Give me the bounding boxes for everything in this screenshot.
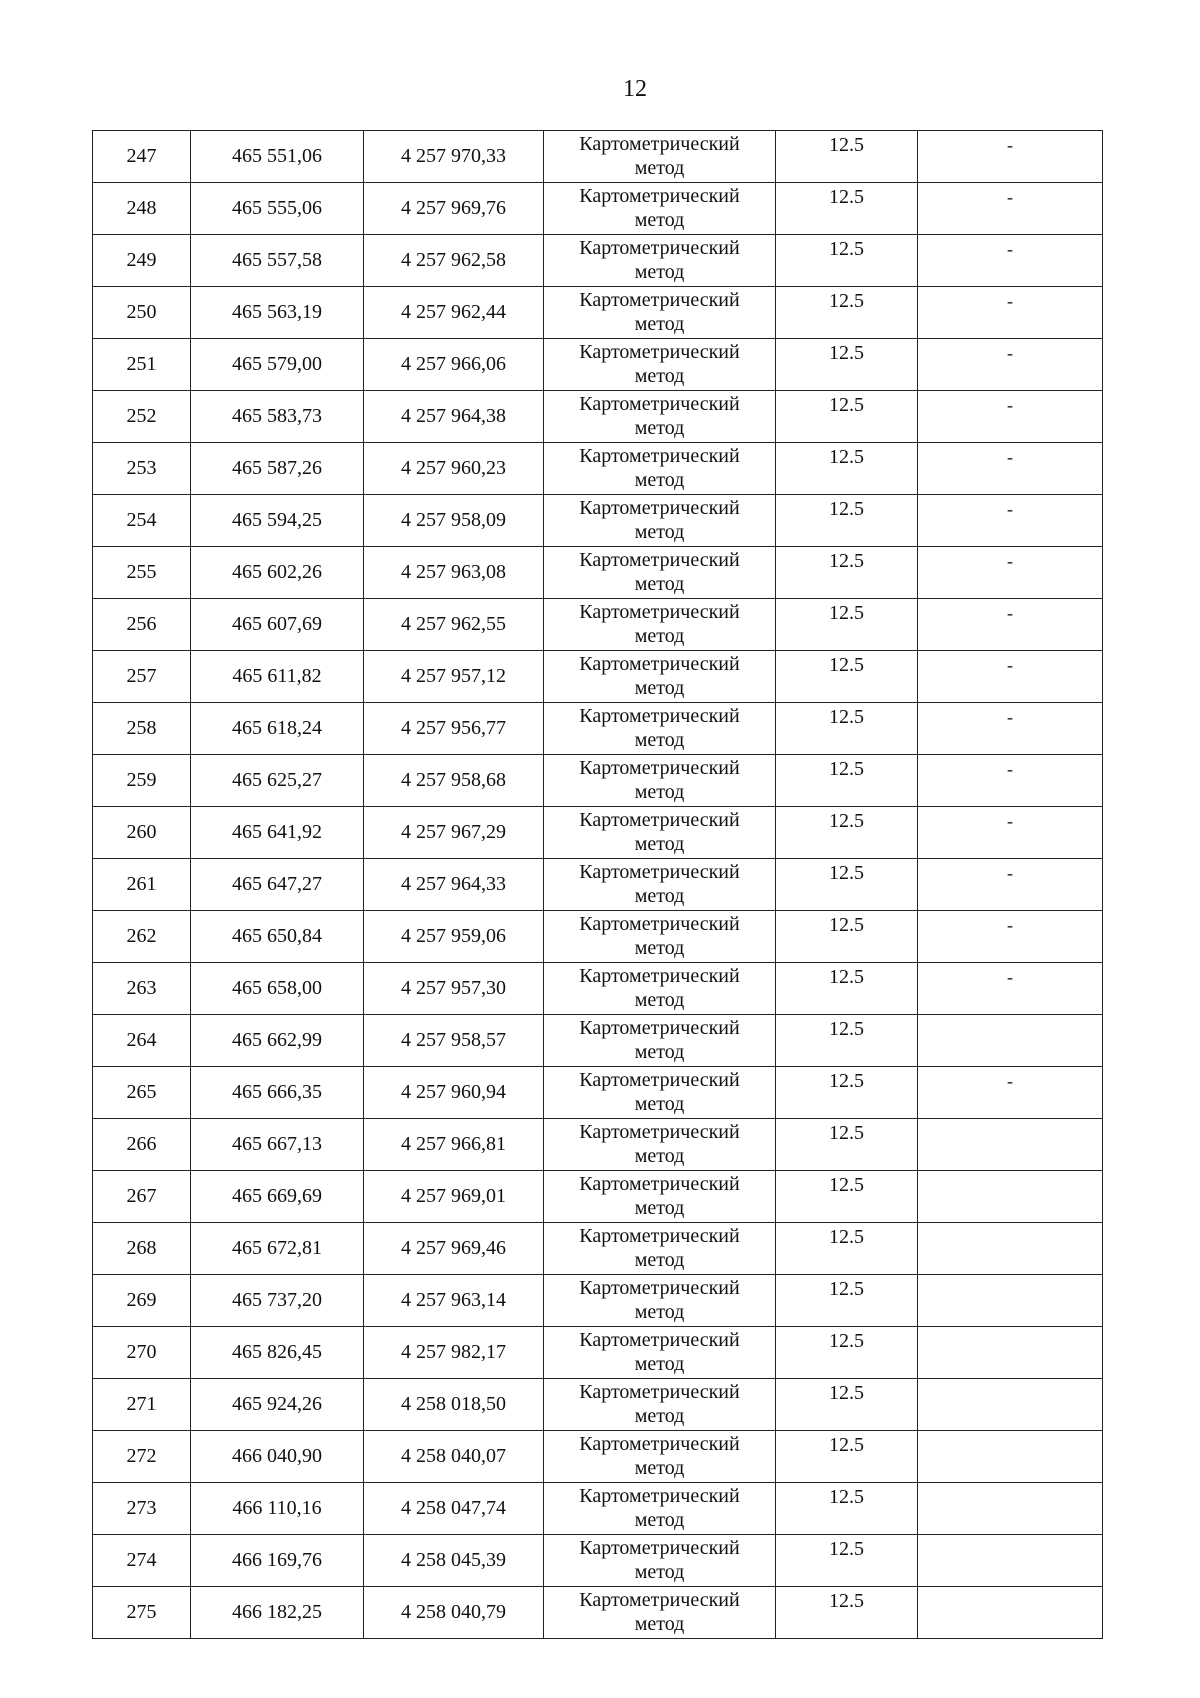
- method-cell: [544, 599, 776, 651]
- table-row: [93, 963, 1103, 1015]
- point-number-cell: 249: [93, 235, 191, 287]
- method-text-line: метод: [634, 625, 685, 647]
- x-coordinate-cell: 465 647,27: [191, 859, 364, 911]
- method-text-line: Картометрический: [579, 913, 740, 935]
- table-row: [93, 1015, 1103, 1067]
- x-coordinate-cell: 465 667,13: [191, 1119, 364, 1171]
- y-coordinate-cell: 4 257 957,30: [364, 963, 544, 1015]
- y-coordinate-cell: 4 257 966,06: [364, 339, 544, 391]
- method-text-line: метод: [634, 1093, 685, 1115]
- table-row: [93, 1327, 1103, 1379]
- y-coordinate-cell: 4 257 959,06: [364, 911, 544, 963]
- point-number-cell: 267: [93, 1171, 191, 1223]
- method-text-line: Картометрический: [579, 705, 740, 727]
- y-coordinate-cell: 4 257 964,38: [364, 391, 544, 443]
- table-row: [93, 235, 1103, 287]
- accuracy-cell: 12.5: [776, 235, 918, 287]
- note-cell: [918, 1275, 1103, 1327]
- note-cell: [918, 1327, 1103, 1379]
- method-text-line: метод: [634, 1457, 685, 1479]
- method-text-line: Картометрический: [579, 1433, 740, 1455]
- accuracy-cell: 12.5: [776, 1379, 918, 1431]
- method-text-line: метод: [634, 1561, 685, 1583]
- point-number-cell: 273: [93, 1483, 191, 1535]
- point-number-cell: 261: [93, 859, 191, 911]
- point-number-cell: 268: [93, 1223, 191, 1275]
- note-cell: -: [918, 547, 1103, 599]
- method-text-line: Картометрический: [579, 861, 740, 883]
- point-number-cell: 259: [93, 755, 191, 807]
- method-cell: [544, 911, 776, 963]
- method-cell: [544, 495, 776, 547]
- method-text-line: Картометрический: [579, 445, 740, 467]
- accuracy-cell: 12.5: [776, 1275, 918, 1327]
- x-coordinate-cell: 465 611,82: [191, 651, 364, 703]
- point-number-cell: 248: [93, 183, 191, 235]
- method-text-line: Картометрический: [579, 809, 740, 831]
- point-number-cell: 272: [93, 1431, 191, 1483]
- note-cell: -: [918, 235, 1103, 287]
- method-text-line: Картометрический: [579, 1381, 740, 1403]
- table-row: [93, 1587, 1103, 1639]
- point-number-cell: 258: [93, 703, 191, 755]
- note-cell: -: [918, 391, 1103, 443]
- method-text-line: метод: [634, 1301, 685, 1323]
- table-row: [93, 599, 1103, 651]
- point-number-cell: 254: [93, 495, 191, 547]
- method-text-line: Картометрический: [579, 1121, 740, 1143]
- table-row: [93, 131, 1103, 183]
- method-cell: [544, 1483, 776, 1535]
- point-number-cell: 257: [93, 651, 191, 703]
- method-cell: [544, 287, 776, 339]
- accuracy-cell: 12.5: [776, 1067, 918, 1119]
- accuracy-cell: 12.5: [776, 1119, 918, 1171]
- accuracy-cell: 12.5: [776, 495, 918, 547]
- accuracy-cell: 12.5: [776, 391, 918, 443]
- method-text-line: метод: [634, 1353, 685, 1375]
- note-cell: -: [918, 755, 1103, 807]
- method-cell: [544, 807, 776, 859]
- method-text-line: Картометрический: [579, 1277, 740, 1299]
- method-text-line: метод: [634, 469, 685, 491]
- method-text-line: Картометрический: [579, 1485, 740, 1507]
- accuracy-cell: 12.5: [776, 1327, 918, 1379]
- note-cell: -: [918, 287, 1103, 339]
- method-cell: [544, 1431, 776, 1483]
- accuracy-cell: 12.5: [776, 287, 918, 339]
- method-cell: [544, 183, 776, 235]
- method-cell: [544, 443, 776, 495]
- accuracy-cell: 12.5: [776, 807, 918, 859]
- accuracy-cell: 12.5: [776, 1223, 918, 1275]
- method-text-line: Картометрический: [579, 1173, 740, 1195]
- method-text-line: метод: [634, 157, 685, 179]
- accuracy-cell: 12.5: [776, 1535, 918, 1587]
- method-text-line: Картометрический: [579, 341, 740, 363]
- y-coordinate-cell: 4 257 958,57: [364, 1015, 544, 1067]
- accuracy-cell: 12.5: [776, 443, 918, 495]
- method-cell: [544, 859, 776, 911]
- point-number-cell: 275: [93, 1587, 191, 1639]
- note-cell: -: [918, 1067, 1103, 1119]
- note-cell: [918, 1171, 1103, 1223]
- y-coordinate-cell: 4 257 958,68: [364, 755, 544, 807]
- table-row: [93, 651, 1103, 703]
- y-coordinate-cell: 4 257 957,12: [364, 651, 544, 703]
- table-row: [93, 1275, 1103, 1327]
- x-coordinate-cell: 465 555,06: [191, 183, 364, 235]
- point-number-cell: 252: [93, 391, 191, 443]
- method-text-line: метод: [634, 261, 685, 283]
- page-number: 12: [623, 76, 647, 102]
- y-coordinate-cell: 4 257 958,09: [364, 495, 544, 547]
- x-coordinate-cell: 465 658,00: [191, 963, 364, 1015]
- table-row: [93, 755, 1103, 807]
- point-number-cell: 271: [93, 1379, 191, 1431]
- method-text-line: метод: [634, 989, 685, 1011]
- method-text-line: метод: [634, 1249, 685, 1271]
- x-coordinate-cell: 466 169,76: [191, 1535, 364, 1587]
- table-row: [93, 807, 1103, 859]
- method-cell: [544, 1379, 776, 1431]
- method-cell: [544, 1535, 776, 1587]
- y-coordinate-cell: 4 257 970,33: [364, 131, 544, 183]
- x-coordinate-cell: 465 607,69: [191, 599, 364, 651]
- note-cell: -: [918, 911, 1103, 963]
- method-text-line: Картометрический: [579, 185, 740, 207]
- accuracy-cell: 12.5: [776, 547, 918, 599]
- table-row: [93, 339, 1103, 391]
- method-text-line: Картометрический: [579, 601, 740, 623]
- method-cell: [544, 703, 776, 755]
- point-number-cell: 260: [93, 807, 191, 859]
- table-row: [93, 703, 1103, 755]
- point-number-cell: 264: [93, 1015, 191, 1067]
- method-text-line: метод: [634, 1613, 685, 1635]
- y-coordinate-cell: 4 257 962,44: [364, 287, 544, 339]
- accuracy-cell: 12.5: [776, 131, 918, 183]
- method-text-line: Картометрический: [579, 1589, 740, 1611]
- method-text-line: метод: [634, 677, 685, 699]
- y-coordinate-cell: 4 257 962,55: [364, 599, 544, 651]
- table-row: [93, 183, 1103, 235]
- x-coordinate-cell: 465 641,92: [191, 807, 364, 859]
- method-text-line: метод: [634, 729, 685, 751]
- point-number-cell: 274: [93, 1535, 191, 1587]
- method-text-line: Картометрический: [579, 1537, 740, 1559]
- x-coordinate-cell: 465 826,45: [191, 1327, 364, 1379]
- y-coordinate-cell: 4 258 045,39: [364, 1535, 544, 1587]
- note-cell: [918, 1483, 1103, 1535]
- method-text-line: Картометрический: [579, 965, 740, 987]
- method-text-line: Картометрический: [579, 497, 740, 519]
- method-text-line: метод: [634, 573, 685, 595]
- x-coordinate-cell: 465 583,73: [191, 391, 364, 443]
- point-number-cell: 265: [93, 1067, 191, 1119]
- note-cell: -: [918, 495, 1103, 547]
- accuracy-cell: 12.5: [776, 1015, 918, 1067]
- method-text-line: метод: [634, 1145, 685, 1167]
- method-text-line: метод: [634, 1405, 685, 1427]
- table-row: [93, 547, 1103, 599]
- table-row: [93, 1483, 1103, 1535]
- method-text-line: Картометрический: [579, 549, 740, 571]
- y-coordinate-cell: 4 257 963,14: [364, 1275, 544, 1327]
- y-coordinate-cell: 4 257 963,08: [364, 547, 544, 599]
- y-coordinate-cell: 4 257 966,81: [364, 1119, 544, 1171]
- point-number-cell: 255: [93, 547, 191, 599]
- accuracy-cell: 12.5: [776, 1483, 918, 1535]
- method-text-line: Картометрический: [579, 757, 740, 779]
- method-text-line: Картометрический: [579, 1225, 740, 1247]
- x-coordinate-cell: 465 625,27: [191, 755, 364, 807]
- method-text-line: метод: [634, 1041, 685, 1063]
- point-number-cell: 262: [93, 911, 191, 963]
- accuracy-cell: 12.5: [776, 703, 918, 755]
- method-cell: [544, 131, 776, 183]
- x-coordinate-cell: 465 737,20: [191, 1275, 364, 1327]
- y-coordinate-cell: 4 257 969,01: [364, 1171, 544, 1223]
- x-coordinate-cell: 465 666,35: [191, 1067, 364, 1119]
- x-coordinate-cell: 465 579,00: [191, 339, 364, 391]
- point-number-cell: 250: [93, 287, 191, 339]
- y-coordinate-cell: 4 258 018,50: [364, 1379, 544, 1431]
- y-coordinate-cell: 4 258 040,79: [364, 1587, 544, 1639]
- table-row: [93, 1379, 1103, 1431]
- note-cell: -: [918, 599, 1103, 651]
- note-cell: -: [918, 443, 1103, 495]
- table-row: [93, 1119, 1103, 1171]
- point-number-cell: 266: [93, 1119, 191, 1171]
- note-cell: [918, 1587, 1103, 1639]
- accuracy-cell: 12.5: [776, 599, 918, 651]
- table-row: [93, 443, 1103, 495]
- x-coordinate-cell: 466 110,16: [191, 1483, 364, 1535]
- method-cell: [544, 1015, 776, 1067]
- y-coordinate-cell: 4 257 960,23: [364, 443, 544, 495]
- method-text-line: метод: [634, 1509, 685, 1531]
- table-row: [93, 859, 1103, 911]
- method-text-line: метод: [634, 1197, 685, 1219]
- x-coordinate-cell: 465 650,84: [191, 911, 364, 963]
- method-text-line: метод: [634, 781, 685, 803]
- x-coordinate-cell: 465 672,81: [191, 1223, 364, 1275]
- method-cell: [544, 235, 776, 287]
- method-text-line: метод: [634, 417, 685, 439]
- y-coordinate-cell: 4 257 969,76: [364, 183, 544, 235]
- y-coordinate-cell: 4 258 040,07: [364, 1431, 544, 1483]
- note-cell: -: [918, 703, 1103, 755]
- method-text-line: метод: [634, 937, 685, 959]
- method-cell: [544, 1223, 776, 1275]
- accuracy-cell: 12.5: [776, 755, 918, 807]
- accuracy-cell: 12.5: [776, 859, 918, 911]
- note-cell: [918, 1535, 1103, 1587]
- method-text-line: метод: [634, 521, 685, 543]
- method-text-line: Картометрический: [579, 1017, 740, 1039]
- y-coordinate-cell: 4 257 956,77: [364, 703, 544, 755]
- note-cell: [918, 1119, 1103, 1171]
- method-cell: [544, 1171, 776, 1223]
- table-row: [93, 391, 1103, 443]
- method-text-line: Картометрический: [579, 653, 740, 675]
- accuracy-cell: 12.5: [776, 651, 918, 703]
- x-coordinate-cell: 466 182,25: [191, 1587, 364, 1639]
- method-text-line: Картометрический: [579, 289, 740, 311]
- table-row: [93, 287, 1103, 339]
- accuracy-cell: 12.5: [776, 911, 918, 963]
- table-row: [93, 1067, 1103, 1119]
- note-cell: -: [918, 131, 1103, 183]
- point-number-cell: 247: [93, 131, 191, 183]
- table-row: [93, 911, 1103, 963]
- note-cell: -: [918, 807, 1103, 859]
- method-text-line: Картометрический: [579, 1069, 740, 1091]
- x-coordinate-cell: 465 618,24: [191, 703, 364, 755]
- point-number-cell: 270: [93, 1327, 191, 1379]
- method-cell: [544, 391, 776, 443]
- x-coordinate-cell: 465 662,99: [191, 1015, 364, 1067]
- coordinates-table: [92, 130, 1103, 1639]
- accuracy-cell: 12.5: [776, 183, 918, 235]
- y-coordinate-cell: 4 258 047,74: [364, 1483, 544, 1535]
- accuracy-cell: 12.5: [776, 1587, 918, 1639]
- x-coordinate-cell: 465 602,26: [191, 547, 364, 599]
- table-row: [93, 1431, 1103, 1483]
- y-coordinate-cell: 4 257 982,17: [364, 1327, 544, 1379]
- x-coordinate-cell: 465 924,26: [191, 1379, 364, 1431]
- method-cell: [544, 755, 776, 807]
- point-number-cell: 256: [93, 599, 191, 651]
- method-text-line: метод: [634, 313, 685, 335]
- x-coordinate-cell: 465 563,19: [191, 287, 364, 339]
- x-coordinate-cell: 465 557,58: [191, 235, 364, 287]
- table-row: [93, 495, 1103, 547]
- x-coordinate-cell: 466 040,90: [191, 1431, 364, 1483]
- method-text-line: Картометрический: [579, 133, 740, 155]
- method-text-line: Картометрический: [579, 393, 740, 415]
- note-cell: -: [918, 651, 1103, 703]
- x-coordinate-cell: 465 669,69: [191, 1171, 364, 1223]
- method-cell: [544, 339, 776, 391]
- y-coordinate-cell: 4 257 964,33: [364, 859, 544, 911]
- y-coordinate-cell: 4 257 969,46: [364, 1223, 544, 1275]
- method-text-line: метод: [634, 885, 685, 907]
- table-row: [93, 1535, 1103, 1587]
- note-cell: -: [918, 963, 1103, 1015]
- method-cell: [544, 963, 776, 1015]
- method-cell: [544, 1275, 776, 1327]
- x-coordinate-cell: 465 594,25: [191, 495, 364, 547]
- y-coordinate-cell: 4 257 967,29: [364, 807, 544, 859]
- y-coordinate-cell: 4 257 962,58: [364, 235, 544, 287]
- accuracy-cell: 12.5: [776, 1171, 918, 1223]
- method-text-line: метод: [634, 833, 685, 855]
- x-coordinate-cell: 465 587,26: [191, 443, 364, 495]
- note-cell: [918, 1015, 1103, 1067]
- accuracy-cell: 12.5: [776, 339, 918, 391]
- point-number-cell: 253: [93, 443, 191, 495]
- method-text-line: Картометрический: [579, 1329, 740, 1351]
- x-coordinate-cell: 465 551,06: [191, 131, 364, 183]
- note-cell: [918, 1223, 1103, 1275]
- method-text-line: Картометрический: [579, 237, 740, 259]
- note-cell: [918, 1379, 1103, 1431]
- method-cell: [544, 1119, 776, 1171]
- method-cell: [544, 651, 776, 703]
- point-number-cell: 251: [93, 339, 191, 391]
- note-cell: -: [918, 183, 1103, 235]
- method-cell: [544, 1067, 776, 1119]
- y-coordinate-cell: 4 257 960,94: [364, 1067, 544, 1119]
- accuracy-cell: 12.5: [776, 963, 918, 1015]
- method-text-line: метод: [634, 365, 685, 387]
- method-cell: [544, 547, 776, 599]
- point-number-cell: 269: [93, 1275, 191, 1327]
- method-cell: [544, 1587, 776, 1639]
- table-row: [93, 1171, 1103, 1223]
- method-cell: [544, 1327, 776, 1379]
- table-row: [93, 1223, 1103, 1275]
- point-number-cell: 263: [93, 963, 191, 1015]
- note-cell: [918, 1431, 1103, 1483]
- coordinates-table-body: [93, 131, 1103, 1639]
- accuracy-cell: 12.5: [776, 1431, 918, 1483]
- note-cell: -: [918, 339, 1103, 391]
- method-text-line: метод: [634, 209, 685, 231]
- note-cell: -: [918, 859, 1103, 911]
